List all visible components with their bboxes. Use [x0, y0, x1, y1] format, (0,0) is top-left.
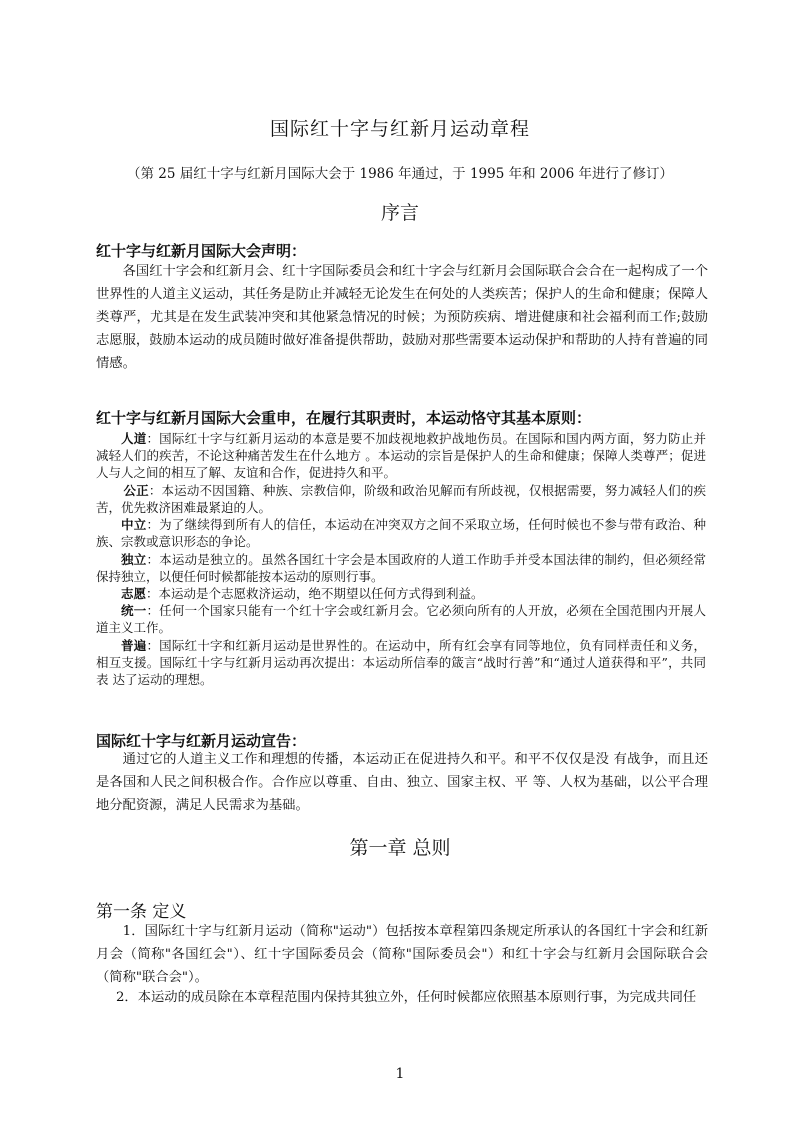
- proclamation-paragraph: 通过它的人道主义工作和理想的传播，本运动正在促进持久和平。和平不仅仅是没 有战争，而且还是各国和人民之间积极合作。合作应以尊重、自由、独立、国家主权、平 等、人权为基础，以公平合理地分配资源，满足人民需求为基础。: [96, 752, 708, 813]
- principle-text: ：本运动是独立的。虽然各国红十字会是本国政府的人道工作助手并受本国法律的制约，但必须经常保持独立，以便任何时候都能按本运动的原则行事。: [96, 552, 706, 584]
- principle-term: 独立: [121, 552, 147, 567]
- page-number: 1: [395, 1066, 405, 1082]
- chapter-title: 第一章 总则: [349, 837, 451, 859]
- article-paragraph-1: 1．国际红十字与红新月运动（简称"运动"）包括按本章程第四条规定所承认的各国红十字会和红新月会（简称"各国红会"）、红十字国际委员会（简称"国际委员会"）和红十字会与红新月会国际联合会（简称"联合会"）。: [96, 924, 708, 985]
- principle-voluntary-service: [96, 585, 706, 602]
- principle-term: 普遍: [121, 638, 147, 653]
- principle-term: 公正: [123, 483, 149, 498]
- declaration-paragraph: 各国红十字会和红新月会、红十字国际委员会和红十字会与红新月会国际联合会合在一起构成了一个世界性的人道主义运动，其任务是防止并减轻无论发生在何处的人类疾苦；保护人的生命和健康；保障人类尊严，尤其是在发生武装冲突和其他紧急情况的时候；为预防疾病、增进健康和社会福利而工作;鼓励志愿服，鼓励本运动的成员随时做好准备提供帮助，鼓励对那些需要本运动保护和帮助的人持有普遍的同情感。: [96, 264, 708, 371]
- principle-term: 中立: [121, 517, 147, 532]
- principle-term: 统一: [121, 603, 147, 618]
- principle-text: ：为了继续得到所有人的信任，本运动在冲突双方之间不采取立场，任何时候也不参与带有政治、种族、宗教或意识形态的争论。: [96, 517, 706, 549]
- principle-independence: [96, 551, 706, 585]
- principle-text: ：本运动不因国籍、种族、宗教信仰，阶级和政治见解而有所歧视，仅根据需要，努力减轻人们的疾苦，优先救济困难最紧迫的人。: [96, 483, 706, 515]
- principles-heading: 红十字与红新月国际大会重申，在履行其职责时，本运动恪守其基本原则：: [96, 409, 592, 427]
- principle-text: ：本运动是个志愿救济运动，绝不期望以任何方式得到利益。: [146, 586, 484, 601]
- preface-title: 序言: [380, 202, 419, 224]
- principle-term: 志愿: [121, 586, 147, 601]
- document-subtitle: （第 25 届红十字与红新月国际大会于 1986 年通过，于 1995 年和 2006 年进行了修订）: [126, 166, 674, 182]
- article-paragraph-2: 2．本运动的成员除在本章程范围内保持其独立外，任何时候都应依照基本原则行事，为完成共同任: [115, 990, 697, 1005]
- principle-term: 人道: [121, 431, 147, 446]
- principle-text: ：国际红十字和红新月运动是世界性的。在运动中，所有红会享有同等地位，负有同样责任和义务，相互支援。国际红十字与红新月运动再次提出：本运动所信奉的箴言“战时行善”和“通过人道获得和平”，共同表 达了运动的理想。: [96, 638, 706, 687]
- document-title: 国际红十字与红新月运动章程: [269, 118, 530, 140]
- principle-humanity: [96, 430, 706, 481]
- principle-universality: [96, 637, 706, 688]
- principle-text: ：任何一个国家只能有一个红十字会或红新月会。它必须向所有的人开放，必须在全国范围内开展人道主义工作。: [96, 603, 706, 635]
- principle-unity: [96, 602, 706, 636]
- article-title: 第一条 定义: [96, 902, 187, 922]
- proclamation-heading: 国际红十字与红新月运动宣告：: [96, 732, 307, 750]
- principle-impartiality: [96, 482, 706, 516]
- principle-neutrality: [96, 516, 706, 550]
- declaration-heading: 红十字与红新月国际大会声明：: [96, 242, 307, 260]
- principle-text: ：国际红十字与红新月运动的本意是要不加歧视地救护战地伤员。在国际和国内两方面，努力防止并减轻人们的疾苦，不论这种痛苦发生在什么地方 。本运动的宗旨是保护人的生命和健康；保障人类尊严；促进人与人之间的相互了解、友谊和合作，促进持久和平。: [96, 431, 706, 480]
